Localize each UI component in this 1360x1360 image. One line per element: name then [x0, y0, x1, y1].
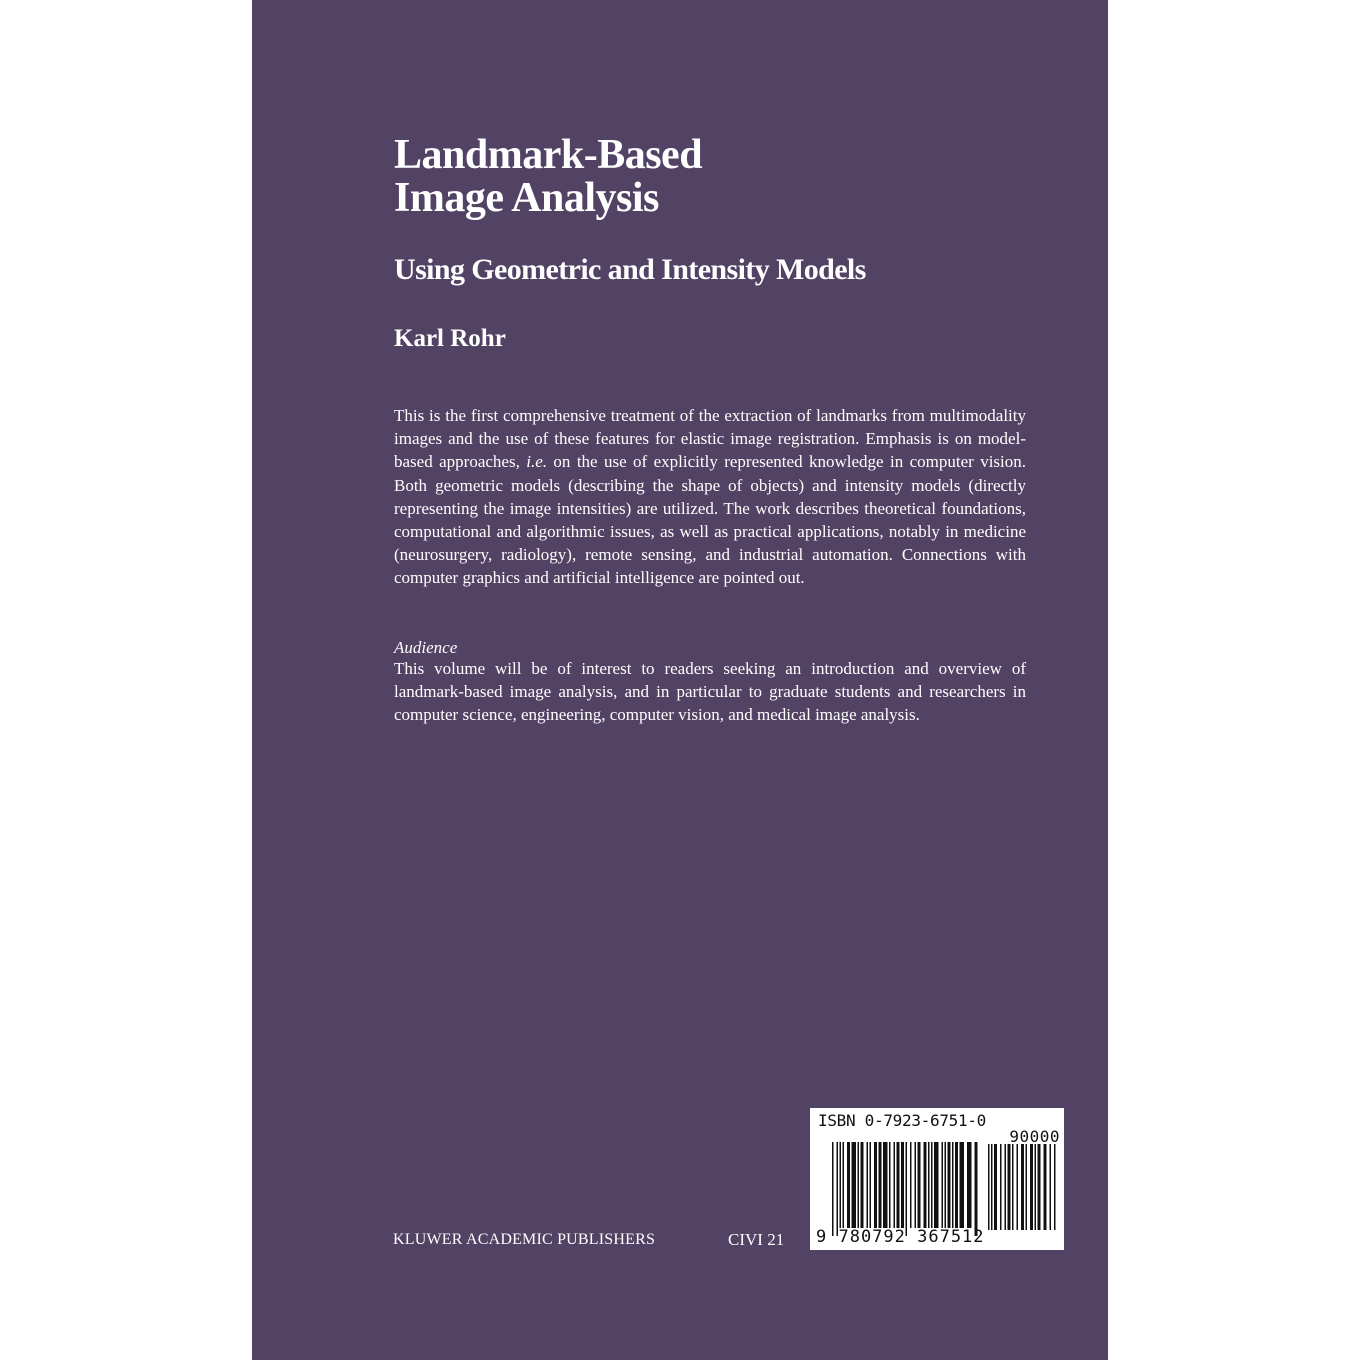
barcode-bar [832, 1142, 834, 1236]
barcode-bar [934, 1142, 939, 1228]
barcode-bar [918, 1142, 921, 1228]
barcode-bar [906, 1142, 908, 1236]
barcode-bar [843, 1142, 845, 1228]
barcode-bar [1035, 1144, 1037, 1230]
description-text-part-2: on the use of explicitly represented knowledge in computer vision. Both geometric models (describing the shape of objects) and intensity models (directly representing the image intensities) are utilized. The work describes theoretical foundations, computational and algorithmic issues, as well as practical applications, notably in medicine (neurosurgery, radiology), remote sensing, and industrial automation. Connections with computer graphics and artificial intelligence are pointed out. [394, 452, 1027, 588]
barcode-bar [931, 1142, 933, 1228]
barcode-bar [861, 1142, 864, 1228]
barcode-bar [901, 1142, 904, 1228]
barcode-bar [1017, 1144, 1019, 1230]
barcode-bar [894, 1142, 896, 1228]
barcode-bar [952, 1142, 954, 1228]
barcode-bar [889, 1142, 891, 1228]
barcode-bar [948, 1142, 951, 1228]
barcode-bar [1000, 1144, 1002, 1230]
author-name: Karl Rohr [394, 325, 506, 352]
ean-number: 9 780792 367512 [816, 1227, 985, 1247]
barcode-bar [879, 1142, 882, 1228]
barcode-bar [1038, 1144, 1041, 1230]
barcode-bar [991, 1144, 993, 1230]
barcode-bar [994, 1144, 997, 1230]
barcode-bar [1026, 1144, 1028, 1230]
barcode-bar [837, 1142, 839, 1236]
barcode-bar [1005, 1144, 1007, 1230]
series-code: CIVI 21 [728, 1230, 785, 1249]
barcode-bar [840, 1142, 842, 1228]
audience-heading: Audience [394, 638, 458, 657]
barcode-bar [870, 1142, 872, 1228]
book-title-line-2: Image Analysis [394, 175, 659, 221]
audience-description: This volume will be of interest to readers seeking an introduction and overview of landmark-based image analysis, and in particular to graduate students and researchers in computer science, engineering, computer vision, and medical image analysis. [394, 659, 1026, 725]
barcode-bar [942, 1142, 944, 1228]
barcode-bar [975, 1142, 978, 1236]
isbn-number: ISBN 0-7923-6751-0 [818, 1111, 986, 1130]
barcode-bar [897, 1142, 900, 1228]
barcode-bar [1044, 1144, 1047, 1230]
description-italic-abbrev: i.e. [526, 452, 548, 472]
barcode-bar [910, 1142, 912, 1228]
isbn-barcode [810, 1108, 1064, 1250]
barcode-bar [924, 1142, 927, 1228]
barcode-bar [1021, 1144, 1024, 1230]
book-description [394, 404, 1026, 590]
barcode-bar [988, 1144, 990, 1230]
description-text-part-1: This is the first comprehensive treatment of the extraction of landmarks from multimodality images and the use of these features for elastic image registration. Emphasis is on model-based approaches, [394, 406, 1026, 472]
barcode-bar [1008, 1144, 1011, 1230]
book-back-cover [252, 0, 1108, 1360]
barcode-bar [852, 1142, 857, 1228]
book-title [394, 134, 702, 220]
barcode-bar [928, 1142, 930, 1228]
barcode-bar [915, 1142, 917, 1228]
barcode-bar [847, 1142, 850, 1228]
barcode-bar [858, 1142, 860, 1228]
barcode-bar [1012, 1144, 1014, 1230]
barcode-bar [960, 1142, 965, 1228]
barcode-bar [1050, 1144, 1052, 1230]
publisher-name: KLUWER ACADEMIC PUBLISHERS [393, 1231, 656, 1248]
barcode-bar [955, 1142, 958, 1228]
price-code: 90000 [1009, 1127, 1060, 1146]
barcode-bar [874, 1142, 877, 1228]
barcode-bar [1054, 1144, 1056, 1230]
barcode-bar [967, 1142, 972, 1228]
book-title-line-1: Landmark-Based [394, 132, 703, 178]
barcode-bar [1030, 1144, 1033, 1230]
book-subtitle: Using Geometric and Intensity Models [394, 253, 866, 286]
barcode-bar [867, 1142, 869, 1228]
barcode-bar [945, 1142, 947, 1228]
barcode-bar [883, 1142, 888, 1228]
